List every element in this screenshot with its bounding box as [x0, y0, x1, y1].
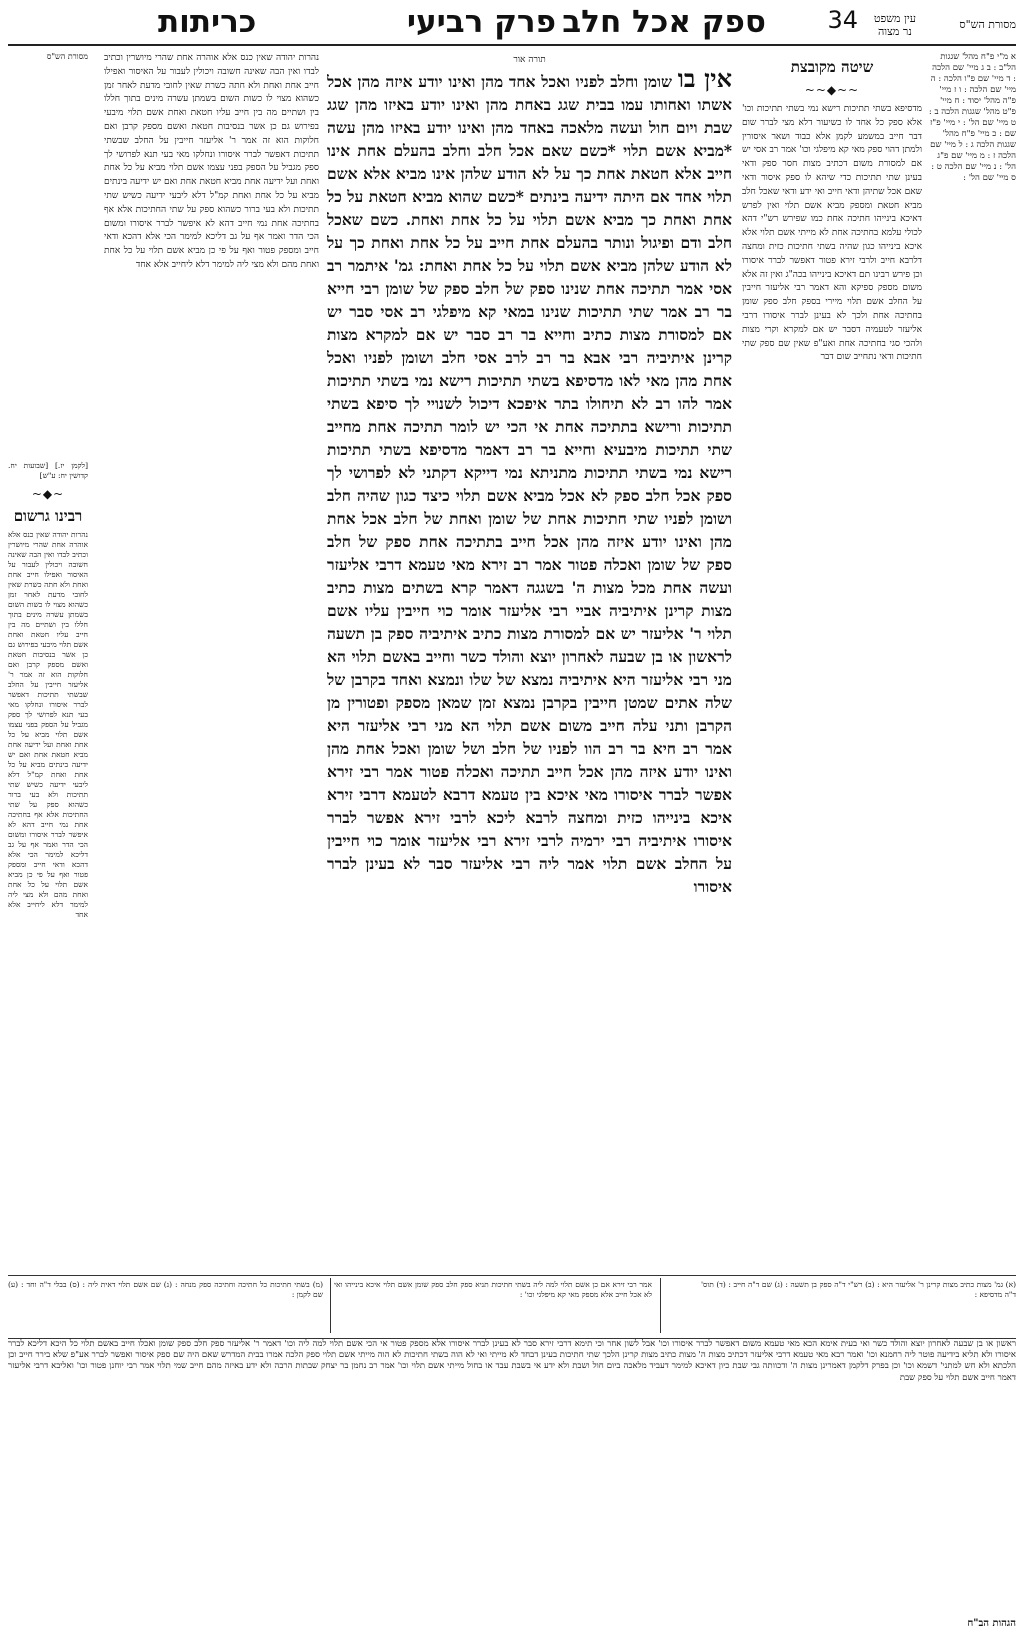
- tosafot-text: מדסיפא בשתי תתיכות רישא נמי בשתי תתיכות וכו' אלא ספק כל אחד לו כשיעור דלא מצי לברר שום דבר חייב במשמע לקמן אלא כבוד ושאר איסורין ולמתן דהוי ספק מאי קא מיפלגי וכו' אמר רב אסי יש אם למסורת משום דכתיב מצות חסר ספק ודאי בעינן שתי תתיכות כדי שיהא לו ספק איסור ודאי שאם אכל שתיהן ודאי חייב ואי ידע ודאי שאכל חלב מביא חטאת ומספק מביא אשם תלוי ואין לפרש דאיכא בינייהו חתיכה אחת כמו שפירש רש"י דהא לכולי עלמא בחתיכה אחת לא מייתי אשם תלוי אלא איכא בינייהו כגון שהיה בשתי חתיכות כזית ומחצה דלרבא חייב ולרבי זירא פטור דאפשר לברר איסורו וכן פירש רבינו תם דאיכא בינייהו בכה"ג ואין זה אלא משום מספק ספיקא והא דאמר רבי אליעזר חייבין על החלב אשם תלוי מיירי בספק חלב ספק שומן בחתיכה אחת ולכך לא בעינן לברר איסורו דרבי אליעזר לטעמיה דסבר יש אם למקרא וקרי מצות ולהכי סגי בחתיכה אחת ואע"פ שאין שם ספק שתי חתיכות ודאי נתחייב שום דבר: [742, 104, 922, 363]
- page-number: 34: [827, 6, 858, 34]
- masoret-header: מסורת הש"ס: [959, 18, 1016, 31]
- ein-mishpat-column: [928, 52, 1016, 1267]
- header-rule: [8, 44, 1016, 46]
- notes-rule: [8, 1275, 1016, 1276]
- gemara-column: [327, 52, 732, 1267]
- rashi-column: [104, 52, 319, 1267]
- tora-or-label: תורה אור: [513, 55, 546, 65]
- notes-divider-left: [330, 1278, 331, 1333]
- notes-right: (א) גמ' מצות כתיב מצות קרינן ר' אליעזר היא : (ב) רש"י ד"ה ספק בן תשעה : (ג) שם ד"ה חייב : (ד) תוס' ד"ה מדסיפא :: [701, 1280, 1016, 1299]
- rabbeinu-gershom-heading: רבינו גרשום: [13, 507, 83, 525]
- ein-mishpat-header: [874, 12, 916, 38]
- rabbeinu-gershom-text: נהרות יהודה שאין כנס אלא אוהרה אחת שהרי מיושרין וכתיב לבדו ואין הבה שאינה חשובה ויכולין לעבור על האיסור ואפילו חייב אחת ואחת ולא חתה כשרת שאין לחובי מדעת לאחר זמן כשהוא מצוי לו כשות השום בשמתן עשרה מינים בתוך חללו בין ושתיים מה בין חייב עליו חטאת ואחת אשם תלוי מיבעי בפירוש גם כן אשר בנסיבות חטאת ואשם מספק קרבן ואם חלוקות הוא זה אמר ר' אליעזר חייבין על החלב שבשתי תתיכות דאפשר לברר איסורו ונחלקו מאי בעי תנא לפרושי לך ספק מגביל על הספק בפני עצמו אשם תלוי מביא על כל אחת ואחת ועל ידיעה אחת מביא חטאת אחת ואם יש ידיעה בינתים מביא על כל אחת ואחת קמ"ל דלא ליבעי ידיעה כשיש שתי תתיכות ולא בעי ברור כשהוא ספק על שתי החתיכות אלא אף בחתיכה אחת נמי חייב דהא לא איפשר לברר איסורו ומשום הכי הדר ואמר אף על גב דליכא למימר הכי אלא דהכא ודאי חייב ומספק פטור ואף על פי כן מביא אשם תלוי על כל אחת ואחת מהם ולא מצי ליה למימר דלא ליחייב אלא אחד: [8, 530, 88, 919]
- gemara-body: שומן וחלב לפניו ואכל אחד מהן ואינו יודע איזה מהן אכל אשתו ואחותו עמו בבית שגג באחת מהן ואינו יודע באיזו מהן שגג שבת ויום חול ועשה מלאכה באחד מהן ואינו יודע באיזו מהן עשה *מביא אשם תלוי *כשם שאם אכל חלב וחלב בהעלם אחת אינו חייב אלא חטאת אחת כך על לא הודע שלהן אינו מביא אלא אשם תלוי אחד אם היתה ידיעה בינתים *כשם שהוא מביא חטאת על כל אחת ואחת כך מביא אשם תלוי על כל אחת ואחת. כשם שאכל חלב ודם ופיגול ונותר בהעלם אחת חייב על כל אחת ואחת כך על לא הודע שלהן מביא אשם תלוי על כל אחת ואחת: גמ' איתמר רב אסי אמר תתיכה אחת שנינו ספק של חלב ספק של שומן רבי חייא בר רב אמר שתי תתיכות שנינו במאי קא מיפלגי רב אסי סבר יש אם למסורת מצות כתיב וחייא בר רב סבר יש אם למקרא מצות קרינן איתיביה רבי אבא בר רב לרב אסי חלב ושומן לפניו ואכל אחת מהן מאי לאו מדסיפא בשתי תתיכות רישא נמי בשתי תתיכות אמר להו רב לא תיחולו בתר איפכא דיכול לשנויי לך סיפא בשתי תתיכות ורישא בתתיכה אחת אי הכי יש לומר תתיכה אחת מחייב שתי תתיכות מיבעיא וחייא בר רב דאמר מדסיפא בשתי תתיכות רישא נמי בשתי תתיכות מתניתא נמי דייקא דקתני לא לפרושי לך ספק אכל חלב ספק לא אכל מביא אשם תלוי כיצד כגון שהיה חלב ושומן לפניו שתי חתיכות אחת של שומן ואחת של חלב אכל אחת מהן ואינו יודע איזה מהן אכל חייב בתתיכה אחת ספק של חלב ספק של שומן ואכלה פטור אמר רב זירא מאי טעמא דרבי אליעזר ועשה אחת מכל מצות ה' בשגגה דאמר קרא בשתים מצות כתיב מצות קרינן איתיביה אביי רבי אליעזר אומר כוי חייבין עליו אשם תלוי ר' אליעזר יש אם למסורת מצות כתיב איתיביה ספק בן תשעה לראשון או בן שבעה לאחרון יוצא והולד כשר וחייב באשם תלוי הא מני רבי אליעזר היא איתיביה נמצא של שלו ונמצא ואחד בקרבן של שלה אתים שמטן חייבין בקרבן נמצא זמן שמאן מספק ופטורין מן הקרבן ותני עלה חייב משום אשם תלוי הא מני רבי אליעזר היא אמר רב חיא בר רב הוו לפניו של חלב ושל שומן ואכל אחת מהן ואינו יודע איזה מהן אכל חייב תתיכה ואכלה פטור אמר רבי זירא אפשר לברר איסורו מאי איכא בין טעמא דרבא לטעמא דרבי זירא איכא בינייהו כזית ומחצה לרבא ליכא לרבי זירא אפשר לברר איסורו איתיביה רבי ירמיה לרבי זירא רבי אליעזר אומר כוי חייבין על החלב אשם תלוי אמר ליה רבי אליעזר סבר לא בעינן לברר איסורו: [327, 72, 732, 896]
- hagahot-label: הגהות הב"ח: [967, 1618, 1016, 1629]
- tosafot-column: [742, 52, 922, 1267]
- tractate-name: כריתות: [158, 4, 257, 40]
- gemara-text: [327, 64, 732, 898]
- tosafot-ornament: ~~◆~~: [804, 83, 860, 97]
- ner-mitzvah-label: נר מצוה: [877, 25, 912, 38]
- notes-left: (מ) בשתי חתיכות כל חתיכה וחתיכה ספק מנחה : (נ) שם אשם תלוי דאית ליה : (ס) בבלי ד"ה וחד : (ע) שם לקמן :: [8, 1280, 323, 1299]
- left-margin-column: [8, 52, 88, 1267]
- left-small-refs: [לקמן יז.] [שבועות יח. קדושין יח: ע"ש]: [8, 461, 88, 480]
- notes-divider-right: [660, 1278, 661, 1333]
- left-margin-label: מסורת הש"ס: [46, 52, 88, 61]
- page-header: [8, 4, 1016, 42]
- notes-middle: אמר רבי זירא אם כן אשם תלוי למה ליה בשתי חתיכות תניא ספק חלב ספק שומן אשם תלוי איכא בינייהו ואי לא אכל חייב אלא מספק מאי קא מיפלגי וכו' :: [334, 1280, 652, 1299]
- tosafot-heading: שיטה מקובצת: [790, 58, 874, 76]
- perek-label: פרק רביעי: [406, 4, 556, 40]
- ein-mishpat-label: עין משפט: [873, 12, 916, 25]
- bottom-commentary: ראשון או בן שבעה לאחרון יוצא והולד כשר ואי בעית אימא הכא מאי טעמא משום דאפשר לברר איסורו וכו' אבל לשון אחר וכי תימא דרבי זירא סבר לא בעינן לברר איסורו אלא מספק פטור אי הכי אשם תלוי למה ליה וכו' דאמר ר' אליעזר ספק חלב ספק שומן ואכלו חייב באשם תלוי כל היכא דליכא לברר איסורו ולא תליא בידיעה פוטר ליה רחמנא וכו' ואמר רבא מאי טעמא דרבי אליעזר דכתיב מצות ה' מצות כתיב מצות קרינן הלכך שתי חתיכות בעינן דבחד לא מייתי ואי לא הוה בשתי חתיכות לא הוה מייתי אשם תלוי ספק הלכה אמרו בבית המדרש שאם היה שם ספק איסור ואפשר לברר אע"פ שלא בירר חייב וכן הלכתא ולא חש למתני' דשמא וכו' וכן בפרק דלקמן דאמרינן מצות ה' ודכוותה גבי שבת כיון דאיכא למימר דעביד מלאכה ביום חול ושבת ולא ידע אי בשבת עבד או בחול מייתי אשם תלוי וכו' אמר רב נחמן בר יצחק שבתות הרבה ולא ידע באיזה מהם חייב שמי תלוי אמר רבי יוחנן פטור וכו' ואליבא דרבי אליעזר דאמר חייב אשם תלוי על ספק שבת: [8, 1339, 1016, 1383]
- bottom-commentary-block: [8, 1338, 1016, 1617]
- left-ornament: ~◆~: [31, 487, 65, 501]
- rashi-text: נהרות יהודה שאין כנס אלא אוהרה אחת שהרי מיושרין וכתיב לבדו ואין הבה שאינה חשובה ויכולין לעבור על האיסור ואפילו חייב אחת ואחת ולא חתה כשרת שאין לחובי מדעת לאחר זמן כשהוא מצוי לו כשות השום בשמתן עשרה מינים בתוך חללו בין ושתיים מה בין חייב עליו חטאת ואחת אשם תלוי מיבעי בפירוש גם כן אשר בנסיבות חטאת ואשם מספק קרבן ואם חלוקות הוא זה אמר ר' אליעזר חייבין על החלב שבשתי תתיכות דאפשר לברר איסורו ונחלקו מאי בעי תנא לפרושי לך ספק מגביל על הספק בפני עצמו אשם תלוי מביא על כל אחת ואחת ועל ידיעה אחת מביא חטאת אחת ואם יש ידיעה בינתים מביא על כל אחת ואחת קמ"ל דלא ליבעי ידיעה כשיש שתי תתיכות ולא בעי ברור כשהוא ספק על שתי החתיכות אלא אף בחתיכה אחת נמי חייב דהא לא איפשר לברר איסורו ומשום הכי הדר ואמר אף על גב דליכא למימר הכי אלא דהכא ודאי חייב ומספק פטור ואף על פי כן מביא אשם תלוי על כל אחת ואחת מהם ולא מצי ליה למימר דלא ליחייב אלא אחד: [104, 53, 319, 270]
- ein-mishpat-entries: א מ"י פ"ח מהל' שגגות הל"ב : ב ג מיי' שם הלכה : ד מיי' שם פ"ו הלכה : ה מיי' שם הלכה : ו ז מיי' פ"ה מהל' יסוד : ח מיי' פ"ט מהל' שגגות הלכה ב : ט מיי' שם הל' : י מיי' פ"ז שם : כ מיי' פ"ח מהל' שגגות הלכה ג : ל מיי' שם הלכה ז : מ מיי' שם פ"ג הל' : נ מיי' שם הלכה ט : ס מיי' שם הל' :: [928, 52, 1016, 183]
- gemara-lead-word: אין בו: [677, 64, 732, 93]
- chapter-title: ספק אכל חלב: [562, 4, 766, 40]
